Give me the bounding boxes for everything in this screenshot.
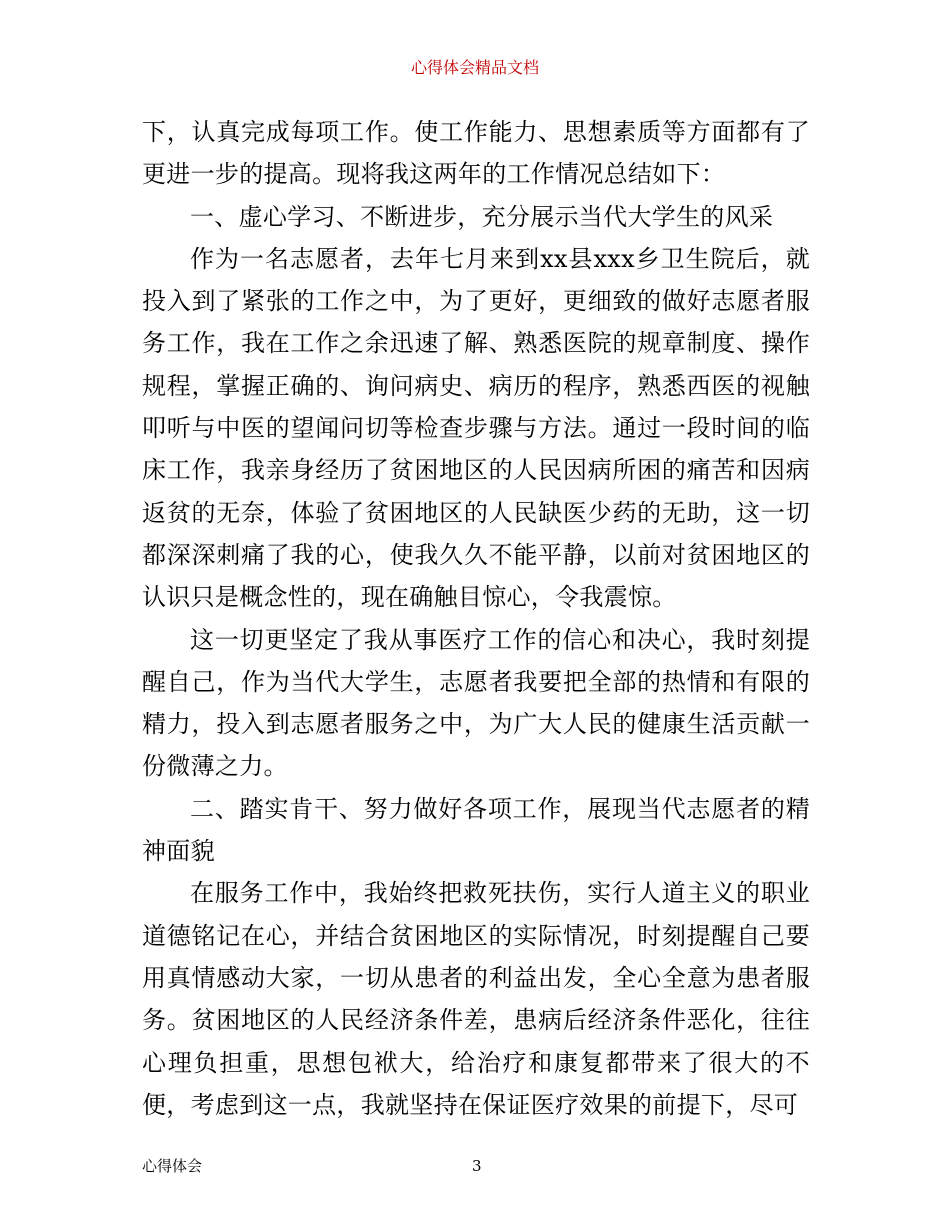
paragraph-2: 作为一名志愿者，去年七月来到xx县xxx乡卫生院后，就投入到了紧张的工作之中，为了更好，更细致的做好志愿者服务工作，我在工作之余迅速了解、熟悉医院的规章制度、操作规程，掌握正确的、询问病史、病历的程序，熟悉西医的视触叩听与中医的望闻问切等检查步骤与方法。通过一段时间的临床工作，我亲身经历了贫困地区的人民因病所困的痛苦和因病返贫的无奈，体验了贫困地区的人民缺医少药的无助，这一切都深深刺痛了我的心，使我久久不能平静，以前对贫困地区的认识只是概念性的，现在确触目惊心，令我震惊。 xyxy=(142,244,810,612)
section-heading-1: 一、虚心学习、不断进步，充分展示当代大学生的风采 xyxy=(190,202,774,231)
section-heading-2: 二、踏实肯干、努力做好各项工作，展现当代志愿者的精神面貌 xyxy=(142,794,810,866)
page-header-title: 心得体会精品文档 xyxy=(410,58,539,77)
paragraph-3: 这一切更坚定了我从事医疗工作的信心和决心，我时刻提醒自己，作为当代大学生，志愿者我要把全部的热情和有限的精力，投入到志愿者服务之中，为广大人民的健康生活贡献一份微薄之力。 xyxy=(142,625,810,781)
paragraph-1: 下，认真完成每项工作。使工作能力、思想素质等方面都有了更进一步的提高。现将我这两年的工作情况总结如下： xyxy=(142,118,810,189)
document-body xyxy=(142,111,810,1126)
page-number: 3 xyxy=(472,1157,482,1175)
footer-label: 心得体会 xyxy=(142,1157,203,1175)
page-footer xyxy=(142,1156,810,1178)
paragraph-4: 在服务工作中，我始终把救死扶伤，实行人道主义的职业道德铭记在心，并结合贫困地区的实际情况，时刻提醒自己要用真情感动大家，一切从患者的利益出发，全心全意为患者服务。贫困地区的人民经济条件差，患病后经济条件恶化，往往心理负担重，思想包袱大，给治疗和康复都带来了很大的不便，考虑到这一点，我就坚持在保证医疗效果的前提下，尽可 xyxy=(142,879,810,1119)
